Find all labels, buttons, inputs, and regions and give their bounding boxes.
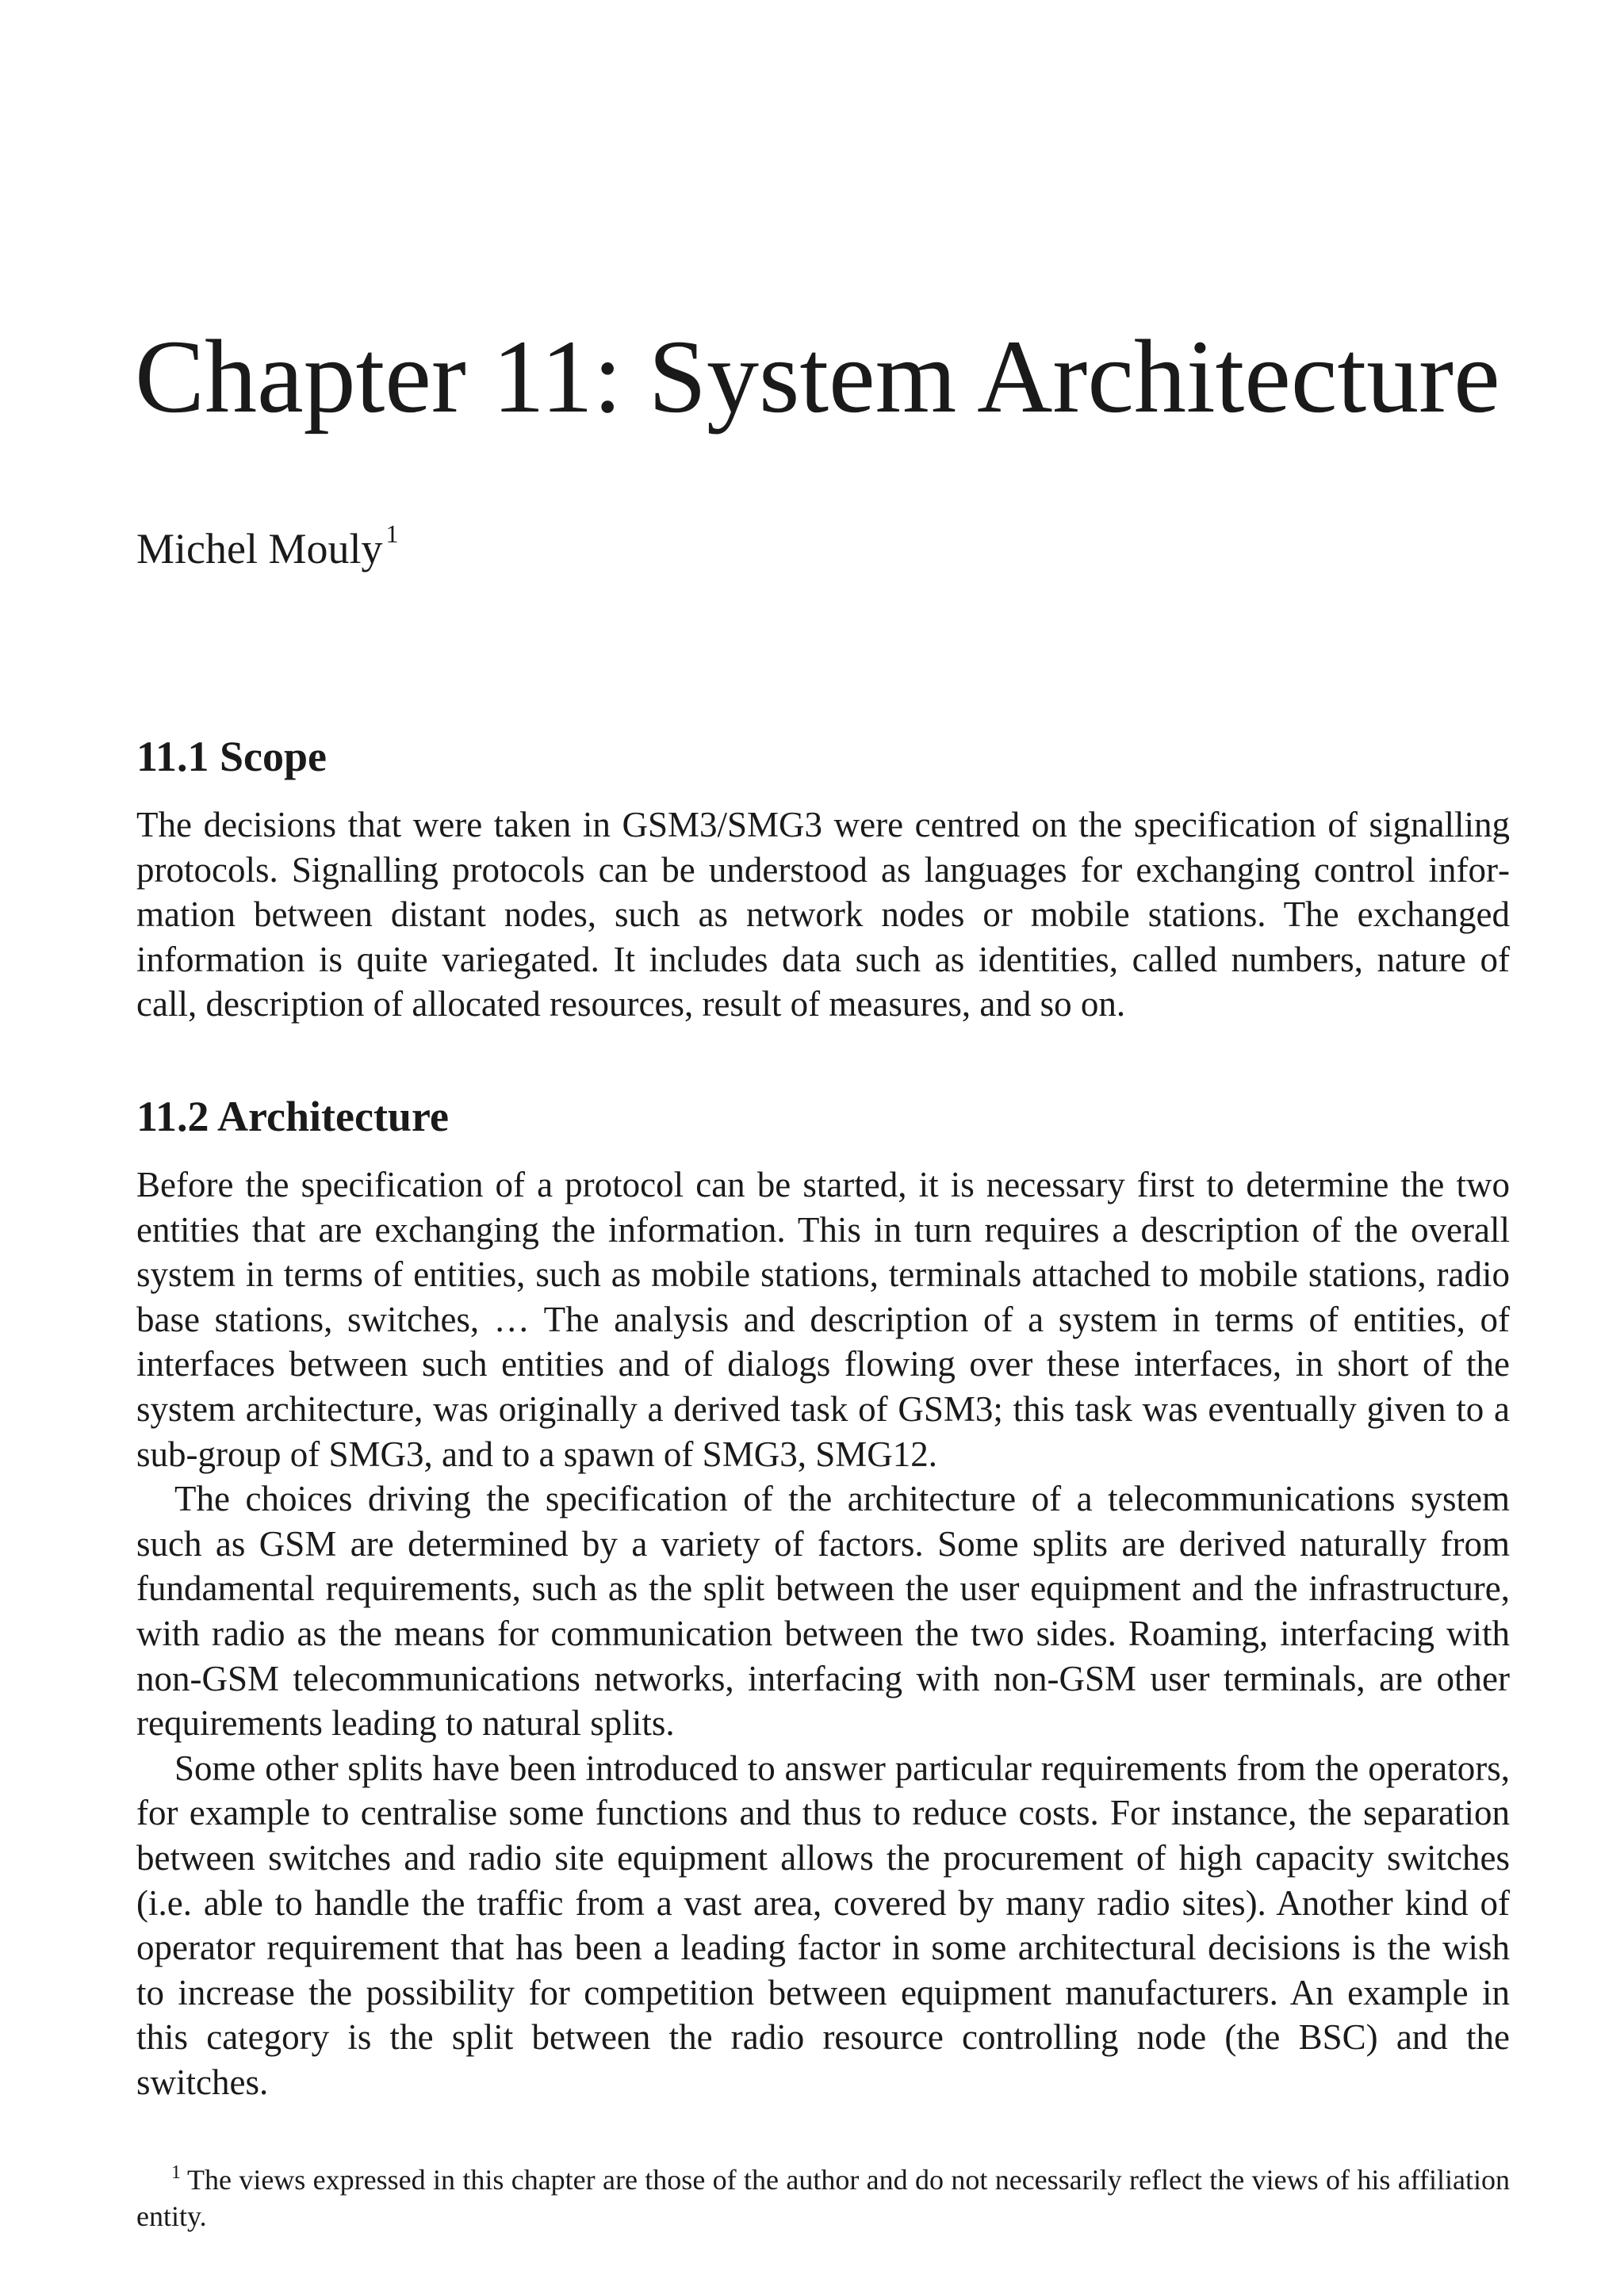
paragraph: The decisions that were taken in GSM3/SMG3 were centred on the specification of signalling protocols. Signalling protocols can be understood as languages for exchanging control information between distant nodes, such as network nodes or mobile stations. The exchanged information is quite variegated. It includes data such as identities, called numbers, nature of call, description of allocated resources, result of measures, and so on.	[136, 805, 1510, 1024]
author-line	[136, 519, 399, 574]
footnote-mark: 1	[171, 2162, 181, 2183]
paragraph: Before the specification of a protocol can be started, it is necessary first to determine the two entities that are exchanging the information. This in turn requires a description of the overall system in terms of entities, such as mobile stations, terminals attached to mobile stations, radio base stations, switches, … The analysis and description of a system in terms of entities, of interfaces between such entities and of dialogs flowing over these interfaces, in short of the system architecture, was originally a derived task of GSM3; this task was eventually given to a sub-group of SMG3, and to a spawn of SMG3, SMG12.	[136, 1165, 1510, 1474]
footnote-text: The views expressed in this chapter are those of the author and do not necessarily reflect the views of his affiliation entity.	[136, 2164, 1510, 2232]
section-heading-architecture: 11.2 Architecture	[136, 1093, 449, 1140]
chapter-title: Chapter 11: System Architecture	[135, 318, 1500, 435]
paragraph: Some other splits have been introduced to answer particular requirements from the operators, for example to centralise some functions and thus to reduce costs. For instance, the separation between switches and radio site equipment allows the procurement of high capacity switches (i.e. able to handle the traffic from a vast area, covered by many radio sites). Another kind of operator requirement that has been a leading factor in some architectural decisions is the wish to increase the possibility for competition between equipment manufacturers. An example in this category is the split between the radio resource controlling node (the BSC) and the switches.	[136, 1748, 1510, 2102]
section-body-scope	[136, 802, 1510, 1027]
author-name: Michel Mouly	[136, 525, 383, 572]
section-body-architecture	[136, 1162, 1510, 2104]
section-heading-scope: 11.1 Scope	[136, 733, 327, 780]
author-footnote-mark: 1	[385, 519, 399, 548]
paragraph: The choices driving the specification of the architecture of a telecommunications system such as GSM are determined by a variety of factors. Some splits are derived naturally from fundamental requirements, such as the split between the user equipment and the infrastructure, with radio as the means for communication between the two sides. Roaming, interfacing with non-GSM telecommunications networks, interfacing with non-GSM user terminals, are other requirements leading to natural splits.	[136, 1479, 1510, 1744]
footnote	[136, 2162, 1510, 2234]
